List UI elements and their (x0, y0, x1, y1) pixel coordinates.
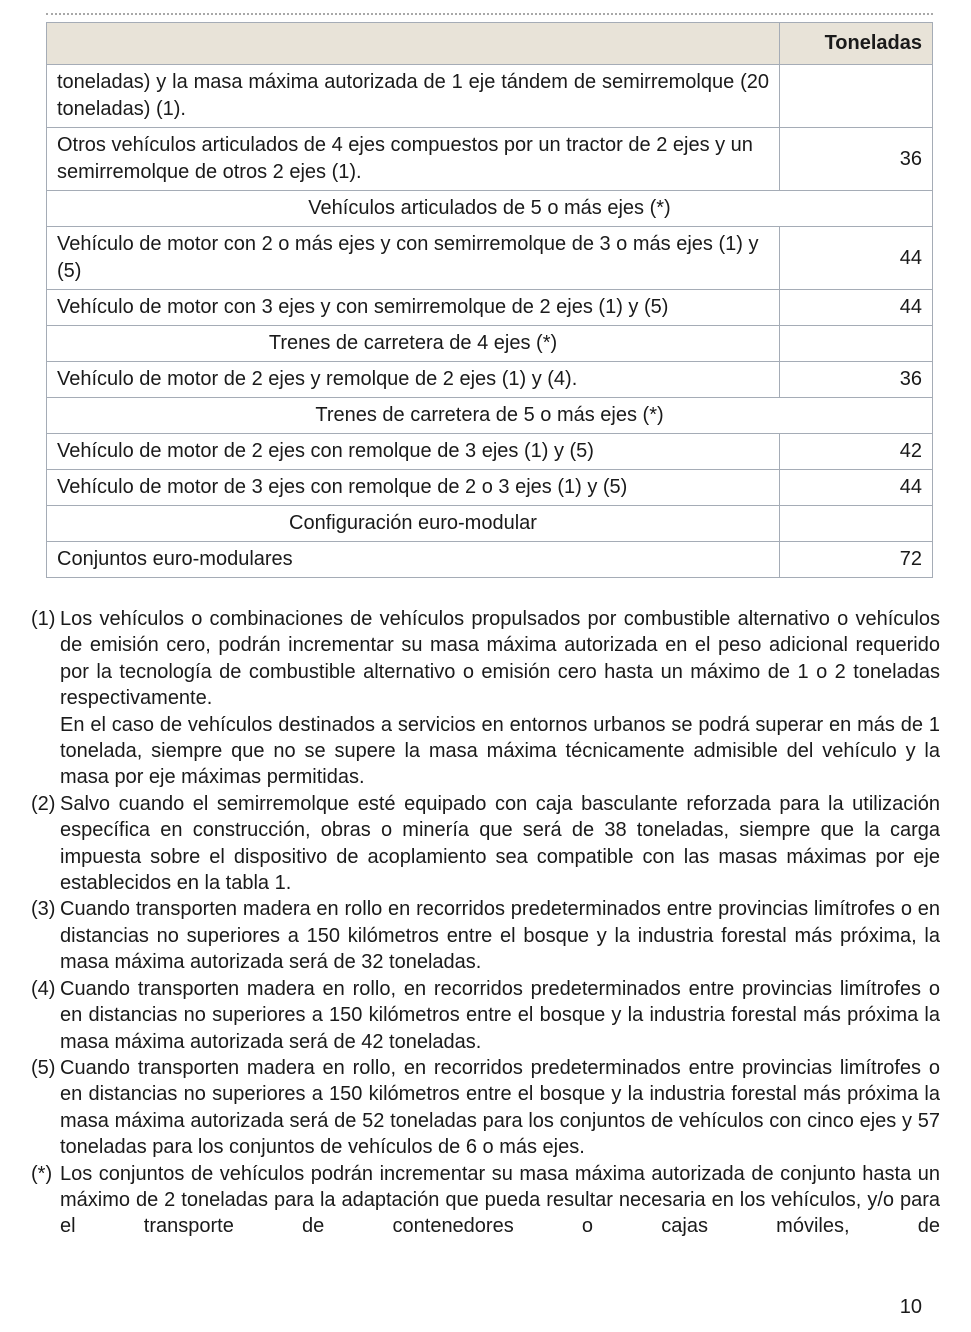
tonnage-value-cell (780, 65, 933, 128)
max-authorized-mass-table (46, 22, 933, 578)
footnote-paragraph: Cuando transporten madera en rollo, en recorridos predeterminados entre provincias limítrofes o en distancias no superiores a 150 kilómetros entre el bosque y la industria forestal más próxima la masa máxima autorizada será de 42 toneladas. (60, 977, 940, 1053)
footnotes-section (31, 606, 940, 1240)
table-row (47, 434, 933, 470)
table-body (47, 65, 933, 578)
footnote-paragraph: Los vehículos o combinaciones de vehículos propulsados por combustible alternativo o vehículos de emisión cero, podrán incrementar su masa máxima autorizada en el peso adicional requerido por la tecnología de combustible alternativo o emisión cero hasta un máximo de 1 o 2 toneladas respectivamente. (60, 608, 940, 710)
footnote-marker: (*) (31, 1162, 53, 1185)
table-row (47, 362, 933, 398)
tonnage-value-cell (780, 326, 933, 362)
table-continuation-dotted-line (46, 13, 933, 15)
tonnage-value-cell (780, 506, 933, 542)
table-row (47, 290, 933, 326)
description-cell: Otros vehículos articulados de 4 ejes compuestos por un tractor de 2 ejes y un semirremolque de otros 2 ejes (1). (47, 128, 780, 191)
table-row (47, 470, 933, 506)
section-header-row (47, 506, 933, 542)
description-cell: Vehículo de motor con 3 ejes y con semirremolque de 2 ejes (1) y (5) (47, 290, 780, 326)
table-header (47, 23, 933, 65)
section-header-row (47, 326, 933, 362)
tonnage-value-cell: 36 (780, 128, 933, 191)
table-row (47, 542, 933, 578)
tonnage-value-cell: 36 (780, 362, 933, 398)
page-number: 10 (899, 1296, 922, 1318)
footnote-marker: (4) (31, 977, 56, 1000)
header-toneladas-cell: Toneladas (780, 23, 933, 65)
section-header-row (47, 191, 933, 227)
footnote-marker: (3) (31, 898, 56, 921)
footnote-paragraph: Salvo cuando el semirremolque esté equipado con caja basculante reforzada para la utilización específica en construcción, obras o minería que será de 38 toneladas, siempre que la carga impuesta sobre el dispositivo de acoplamiento sea compatible con las masas máximas por eje establecidos en la tabla 1. (60, 792, 940, 895)
footnote (31, 976, 940, 1055)
section-header-cell: Trenes de carretera de 4 ejes (*) (47, 326, 780, 362)
tonnage-value-cell: 44 (780, 470, 933, 506)
footnote-marker: (1) (31, 608, 56, 630)
footnote-marker: (5) (31, 1056, 56, 1079)
description-cell: Vehículo de motor con 2 o más ejes y con semirremolque de 3 o más ejes (1) y (5) (47, 227, 780, 290)
footnote-paragraph: En el caso de vehículos destinados a servicios en entornos urbanos se podrá superar en más de 1 tonelada, siempre que no se supere la masa máxima técnicamente admisible del vehículo y la masa por eje máximas permitidas. (60, 713, 940, 789)
table-row (47, 65, 933, 128)
section-header-cell: Trenes de carretera de 5 o más ejes (*) (47, 398, 933, 434)
footnote-paragraph: Cuando transporten madera en rollo, en recorridos predeterminados entre provincias limítrofes o en distancias no superiores a 150 kilómetros entre el bosque y la industria forestal más próxima la masa máxima autorizada será de 52 toneladas para los conjuntos de vehículos con cinco ejes y 57 toneladas para los conjuntos de vehículos de 6 o más ejes. (60, 1056, 940, 1159)
description-cell: toneladas) y la masa máxima autorizada de 1 eje tándem de semirremolque (20 toneladas) (1). (47, 65, 780, 128)
table-header-row (47, 23, 933, 65)
footnote-paragraph: Cuando transporten madera en rollo en recorridos predeterminados entre provincias limítrofes o en distancias no superiores a 150 kilómetros entre el bosque y la industria forestal más próxima, la masa máxima autorizada será de 32 toneladas. (60, 898, 940, 974)
footnote (31, 896, 940, 975)
description-cell: Vehículo de motor de 3 ejes con remolque de 2 o 3 ejes (1) y (5) (47, 470, 780, 506)
tonnage-value-cell: 44 (780, 227, 933, 290)
description-cell: Vehículo de motor de 2 ejes y remolque de 2 ejes (1) y (4). (47, 362, 780, 398)
footnote (31, 1055, 940, 1161)
description-cell: Conjuntos euro-modulares (47, 542, 780, 578)
tonnage-value-cell: 42 (780, 434, 933, 470)
section-header-cell: Vehículos articulados de 5 o más ejes (*) (47, 191, 933, 227)
footnote-marker: (2) (31, 792, 56, 815)
section-header-row (47, 398, 933, 434)
table-row (47, 227, 933, 290)
footnote (31, 1161, 940, 1240)
tonnage-value-cell: 44 (780, 290, 933, 326)
footnote (31, 606, 940, 791)
description-cell: Vehículo de motor de 2 ejes con remolque de 3 ejes (1) y (5) (47, 434, 780, 470)
footnote (31, 791, 940, 897)
footnote-paragraph: Los conjuntos de vehículos podrán incrementar su masa máxima autorizada de conjunto hasta un máximo de 2 toneladas para la adaptación que pueda resultar necesaria en los vehículos, y/o para el transporte de contenedores o cajas móviles, de (60, 1162, 940, 1238)
section-header-cell: Configuración euro-modular (47, 506, 780, 542)
tonnage-value-cell: 72 (780, 542, 933, 578)
header-description-cell (47, 23, 780, 65)
table-row (47, 128, 933, 191)
